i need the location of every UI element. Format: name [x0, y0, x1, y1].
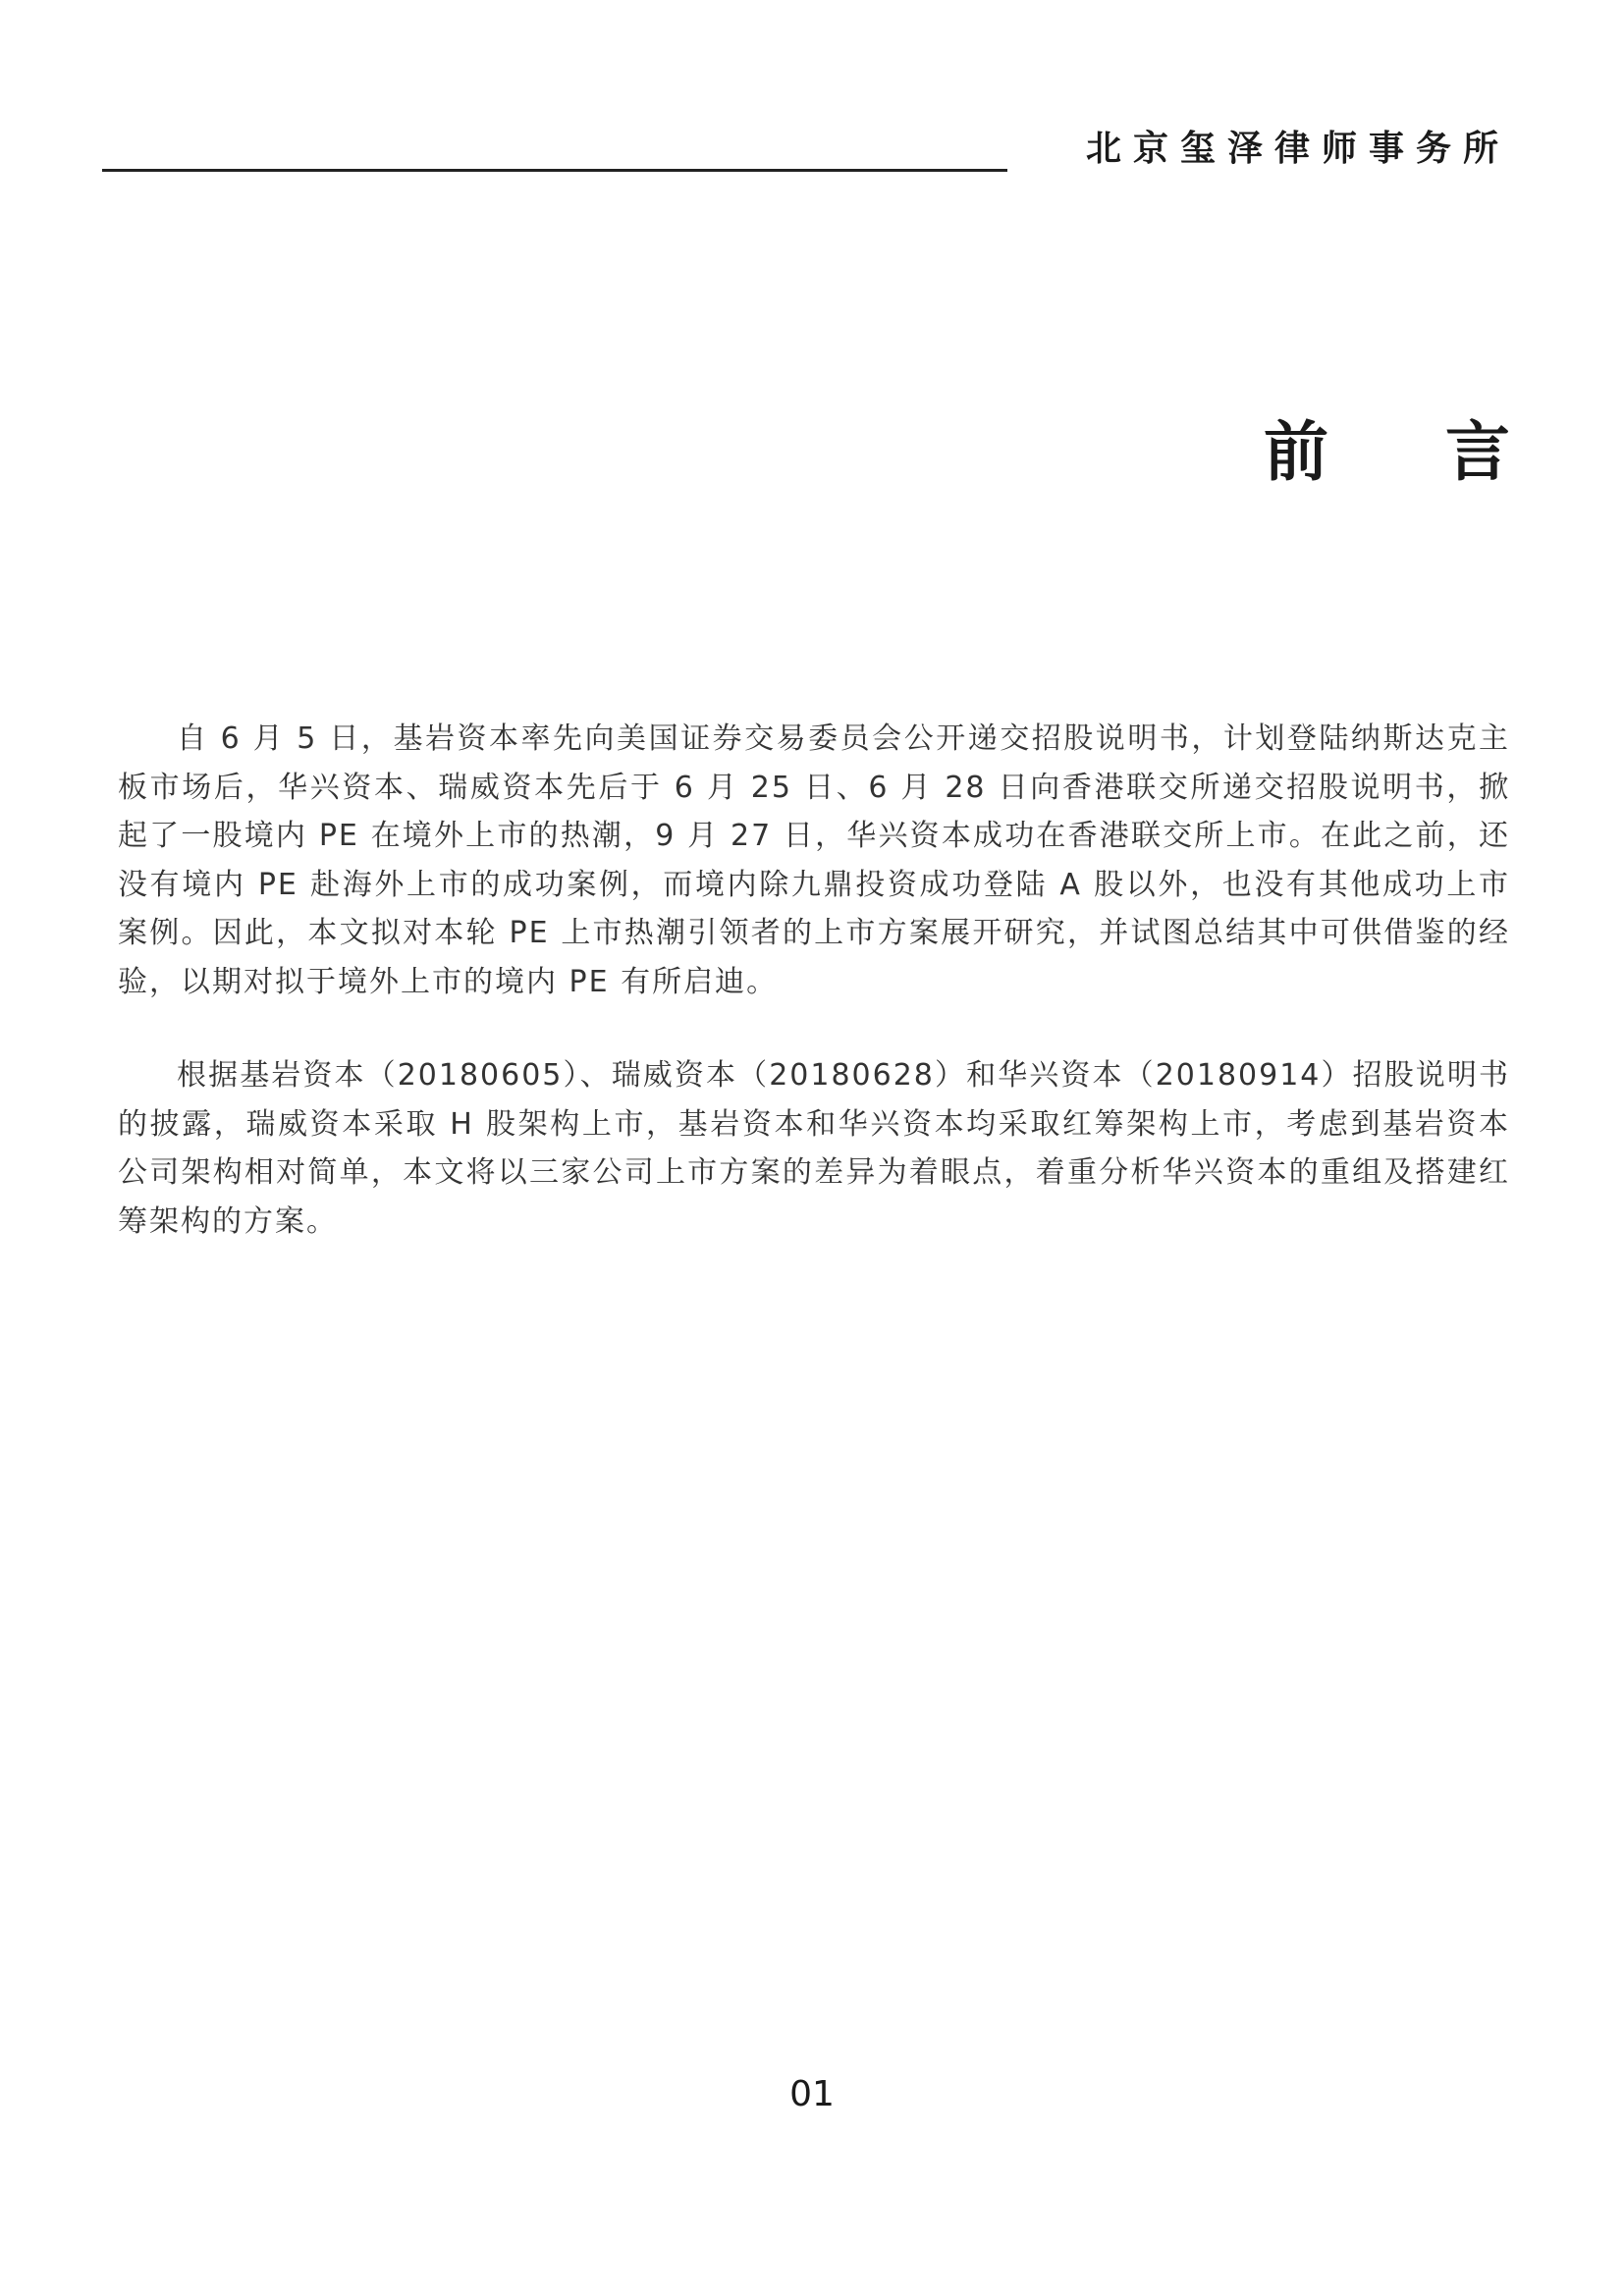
body-text [118, 715, 1510, 1291]
paragraph-1: 自 6 月 5 日，基岩资本率先向美国证券交易委员会公开递交招股说明书，计划登陆纳斯达克主板市场后，华兴资本、瑞威资本先后于 6 月 25 日、6 月 28 日向香港联交所递交招股说明书，掀起了一股境内 PE 在境外上市的热潮，9 月 27 日，华兴资本成功在香港联交所上市。在此之前，还没有境内 PE 赴海外上市的成功案例，而境内除九鼎投资成功登陆 A 股以外，也没有其他成功上市案例。因此，本文拟对本轮 PE 上市热潮引领者的上市方案展开研究，并试图总结其中可供借鉴的经验，以期对拟于境外上市的境内 PE 有所启迪。 [118, 721, 1510, 999]
section-title: 前 言 [1264, 414, 1557, 490]
page-number: 01 [789, 2074, 835, 2114]
paragraph-2: 根据基岩资本（20180605）、瑞威资本（20180628）和华兴资本（20180914）招股说明书的披露，瑞威资本采取 H 股架构上市，基岩资本和华兴资本均采取红筹架构上市，考虑到基岩资本公司架构相对简单，本文将以三家公司上市方案的差异为着眼点，着重分析华兴资本的重组及搭建红筹架构的方案。 [118, 1058, 1510, 1239]
firm-name: 北京玺泽律师事务所 [1085, 129, 1510, 169]
header-divider [102, 169, 1007, 172]
